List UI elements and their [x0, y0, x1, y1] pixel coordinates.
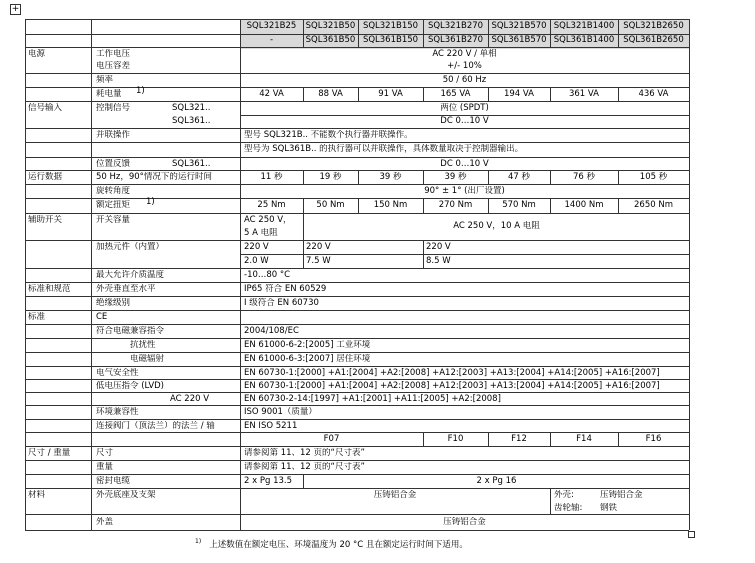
- row-rule: [25, 184, 689, 185]
- row-value: EN 60730-1:[2000] +A1:[2004] +A2:[2008] +A12:[2003] +A13:[2004] +A14:[2005] +A16:[2007]: [244, 381, 660, 391]
- row-rule: [25, 352, 689, 353]
- row-value: AC 250 V，10 A 电阻: [453, 221, 540, 231]
- row-rule: [25, 460, 689, 461]
- row-rule: [25, 198, 689, 199]
- model-header: SQL321B50: [305, 21, 356, 31]
- column-rule: [423, 432, 424, 446]
- column-rule: [488, 432, 489, 446]
- consumption-value: 42 VA: [259, 89, 284, 99]
- flange-size: F14: [576, 434, 592, 444]
- runtime-value: 39 秒: [444, 172, 467, 182]
- row-rule: [25, 474, 689, 475]
- row-rule: [25, 19, 689, 20]
- row-value: EN 61000-6-2:[2005] 工业环境: [244, 340, 371, 350]
- row-label: 低电压指令 (LVD): [96, 381, 164, 391]
- row-rule: [25, 87, 689, 88]
- heater-voltage: 220 V: [306, 242, 331, 252]
- heater-voltage: 220 V: [244, 242, 269, 252]
- row-rule: [25, 405, 689, 406]
- model-header: SQL321B25: [246, 21, 297, 31]
- row-value: DC 0…10 V: [440, 159, 489, 169]
- flange-size: F12: [511, 434, 527, 444]
- row-value: 型号 SQL321B.. 不能数个执行器并联操作。: [244, 130, 413, 140]
- column-rule: [550, 432, 551, 446]
- row-label: 环境兼容性: [96, 407, 139, 417]
- category-signal: 信号输入: [28, 103, 63, 113]
- table-resize-handle-icon[interactable]: [688, 531, 695, 538]
- row-label: 齿轮轴:: [554, 503, 583, 513]
- row-rule: [240, 115, 689, 116]
- row-rule: [25, 128, 689, 129]
- row-rule: [25, 488, 689, 489]
- row-label: 频率: [96, 75, 114, 85]
- row-rule: [25, 419, 689, 420]
- row-label: 电磁辐射: [130, 354, 165, 364]
- flange-size: F10: [447, 434, 464, 444]
- row-rule: [25, 268, 689, 269]
- row-value: EN 60730-1:[2000] +A1:[2004] +A2:[2008] +A12:[2003] +A13:[2004] +A14:[2005] +A16:[2007]: [244, 368, 660, 378]
- row-rule: [25, 73, 689, 74]
- row-label: 开关容量: [96, 215, 131, 225]
- row-label: 符合电磁兼容指令: [96, 326, 165, 336]
- row-value: AC 220 V / 单相: [432, 49, 497, 59]
- row-rule: [25, 392, 689, 393]
- model-header: -: [269, 35, 274, 45]
- category-operation: 运行数据: [28, 172, 63, 182]
- row-label: 外壳:: [554, 490, 574, 500]
- row-rule: [25, 446, 689, 447]
- row-label: 外壳垂直至水平: [96, 284, 156, 294]
- row-value: 请参阅第 11、12 页的“尺寸表”: [244, 462, 365, 472]
- row-rule: [25, 310, 689, 311]
- model-header: SQL361B1400: [553, 35, 615, 45]
- footnote-marker: 1): [195, 538, 202, 546]
- model-header: SQL321B2650: [623, 21, 684, 31]
- row-label: CE: [96, 312, 108, 322]
- category-standards: 标准和规范: [28, 284, 71, 294]
- row-rule: [25, 101, 689, 102]
- row-rule: [25, 142, 689, 143]
- category-standards-sub: 标准: [28, 312, 46, 322]
- row-label: 额定扭矩: [96, 200, 131, 210]
- row-value: 钢铁: [600, 503, 618, 513]
- torque-value: 570 Nm: [502, 200, 536, 210]
- row-value: 90° ± 1° (出厂设置): [424, 186, 505, 196]
- row-value: +/- 10%: [447, 61, 482, 71]
- row-rule: [240, 254, 689, 255]
- column-rule: [618, 432, 619, 446]
- row-value: 请参阅第 11、12 页的“尺寸表”: [244, 448, 365, 458]
- torque-value: 1400 Nm: [564, 200, 604, 210]
- row-rule: [25, 514, 689, 515]
- row-rule: [25, 213, 689, 214]
- row-label: SQL321..: [172, 103, 211, 113]
- column-rule: [91, 19, 92, 530]
- row-value: 压铸铝合金: [600, 490, 643, 500]
- consumption-value: 91 VA: [378, 89, 403, 99]
- heater-wattage: 8.5 W: [426, 256, 451, 266]
- row-value: 压铸铝合金: [373, 490, 417, 500]
- row-label: 工作电压: [96, 49, 131, 59]
- heater-voltage: 220 V: [426, 242, 451, 252]
- category-dims: 尺寸 / 重量: [28, 448, 71, 458]
- row-value: 压铸铝合金: [443, 517, 486, 527]
- category-materials: 材料: [28, 490, 46, 500]
- row-label: 密封电缆: [96, 476, 131, 486]
- row-label: 外壳底座及支架: [96, 490, 156, 500]
- row-rule: [25, 240, 689, 241]
- row-label: 抗扰性: [130, 340, 156, 350]
- runtime-value: 76 秒: [572, 172, 596, 182]
- flange-size: F16: [645, 434, 662, 444]
- row-label: 最大允许介质温度: [96, 270, 165, 280]
- runtime-value: 11 秒: [260, 172, 283, 182]
- row-rule: [25, 530, 689, 531]
- row-label: AC 220 V: [170, 394, 210, 404]
- model-header: SQL321B1400: [553, 21, 615, 31]
- column-rule: [550, 488, 551, 514]
- footnote-ref: 1): [146, 197, 155, 207]
- row-label: 控制信号: [96, 103, 131, 113]
- row-rule: [25, 157, 689, 158]
- row-label: 加热元件（内置）: [96, 242, 165, 252]
- row-rule: [25, 296, 689, 297]
- row-rule: [25, 170, 689, 171]
- row-value: EN 60730-2-14:[1997] +A1:[2001] +A11:[2005] +A2:[2008]: [244, 394, 501, 404]
- row-value: EN ISO 5211: [244, 421, 298, 431]
- consumption-value: 361 VA: [568, 89, 599, 99]
- model-header: SQL321B570: [491, 21, 547, 31]
- row-value: 2 x Pg 16: [476, 476, 517, 486]
- torque-value: 150 Nm: [373, 200, 408, 210]
- row-label: 旋转角度: [96, 186, 131, 196]
- row-label: 绝缘级别: [96, 298, 131, 308]
- heater-wattage: 7.5 W: [306, 256, 331, 266]
- consumption-value: 194 VA: [503, 89, 534, 99]
- runtime-value: 39 秒: [379, 172, 402, 182]
- model-header: SQL361B150: [362, 35, 419, 45]
- row-label: 尺寸: [96, 448, 114, 458]
- row-label: 耗电量: [96, 89, 122, 99]
- row-value: 2004/108/EC: [244, 326, 299, 336]
- row-label: SQL361..: [172, 116, 211, 126]
- runtime-value: 19 秒: [319, 172, 342, 182]
- row-value: IP65 符合 EN 60529: [244, 284, 327, 294]
- row-value: 两位 (SPDT): [440, 103, 489, 113]
- row-rule: [25, 366, 689, 367]
- footnote: [195, 538, 468, 550]
- column-rule: [689, 19, 690, 530]
- model-header: SQL361B50: [305, 35, 356, 45]
- row-label: 重量: [96, 462, 114, 472]
- row-rule: [25, 324, 689, 325]
- row-value: I 级符合 EN 60730: [244, 298, 319, 308]
- row-value: AC 250 V，: [244, 215, 292, 225]
- row-value: ISO 9001（质量）: [244, 407, 317, 417]
- model-header: SQL321B270: [427, 21, 484, 31]
- table-move-handle-icon[interactable]: +: [11, 4, 20, 14]
- consumption-value: 436 VA: [638, 89, 669, 99]
- row-value: 型号为 SQL361B.. 的执行器可以并联操作，具体数量取决于控制器输出。: [244, 144, 524, 154]
- runtime-value: 47 秒: [507, 172, 531, 182]
- row-label: 连接阀门（顶法兰）的法兰 / 轴: [96, 421, 215, 431]
- torque-value: 2650 Nm: [634, 200, 673, 210]
- row-value: 2 x Pg 13.5: [244, 476, 292, 486]
- row-label: 并联操作: [96, 130, 131, 140]
- row-value: 5 A 电阻: [244, 228, 278, 238]
- row-rule: [25, 338, 689, 339]
- model-header: SQL361B570: [491, 35, 547, 45]
- row-label: 电气安全性: [96, 368, 139, 378]
- category-power: 电源: [28, 49, 46, 59]
- row-rule: [25, 282, 689, 283]
- row-label: 外盖: [96, 517, 114, 527]
- row-label: 位置反馈: [96, 159, 131, 169]
- column-rule: [25, 19, 26, 530]
- model-header: SQL361B270: [427, 35, 484, 45]
- flange-size: F07: [323, 434, 340, 444]
- row-label: 电压容差: [96, 61, 131, 71]
- consumption-value: 88 VA: [318, 89, 343, 99]
- torque-value: 270 Nm: [438, 200, 473, 210]
- torque-value: 25 Nm: [257, 200, 286, 210]
- row-value: EN 61000-6-3:[2007] 居住环境: [244, 354, 371, 364]
- consumption-value: 165 VA: [440, 89, 471, 99]
- row-label: SQL361..: [172, 159, 211, 169]
- row-value: DC 0…10 V: [440, 116, 489, 126]
- row-label: 50 Hz，90°情况下的运行时间: [96, 172, 212, 182]
- heater-wattage: 2.0 W: [244, 256, 269, 266]
- row-value: -10…80 °C: [244, 270, 291, 280]
- model-header: SQL361B2650: [623, 35, 684, 45]
- footnote-ref: 1): [136, 86, 145, 96]
- footnote-text: 上述数值在额定电压、环境温度为 20 °C 且在额定运行时间下适用。: [209, 540, 468, 550]
- row-rule: [25, 47, 689, 48]
- torque-value: 50 Nm: [316, 200, 345, 210]
- runtime-value: 105 秒: [639, 172, 668, 182]
- model-header: SQL321B150: [362, 21, 419, 31]
- row-value: 50 / 60 Hz: [442, 75, 487, 85]
- category-aux: 辅助开关: [28, 215, 63, 225]
- row-rule: [25, 432, 689, 433]
- row-rule: [25, 379, 689, 380]
